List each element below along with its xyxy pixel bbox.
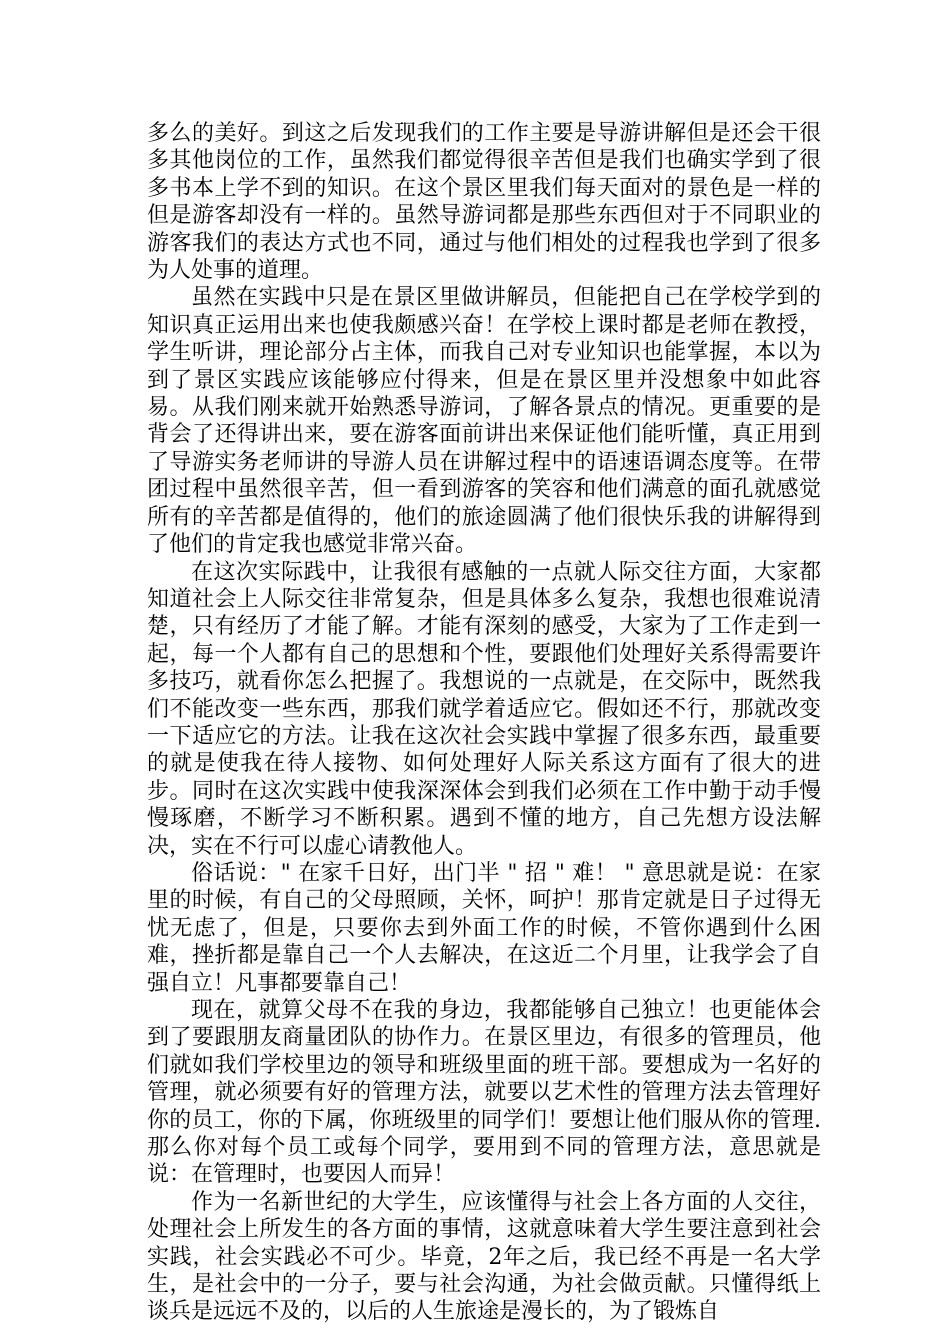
paragraph: 在这次实际践中，让我很有感触的一点就人际交往方面，大家都知道社会上人际交往非常复杂，但是具体多么复杂，我想也很难说清楚，只有经历了才能了解。才能有深刻的感受，大家为了工作走到一起，每一个人都有自己的思想和个性，要跟他们处理好关系得需要许多技巧，就看你怎么把握了。我想说的一点就是，在交际中，既然我们不能改变一些东西，那我们就学着适应它。假如还不行，那就改变一下适应它的方法。让我在这次社会实践中掌握了很多东西，最重要的就是使我在待人接物、如何处理好人际关系这方面有了很大的进步。同时在这次实践中使我深深体会到我们必须在工作中勤于动手慢慢琢磨，不断学习不断积累。遇到不懂的地方，自己先想方设法解决，实在不行可以虚心请教他人。 xyxy=(147,559,821,859)
paragraph: 作为一名新世纪的大学生，应该懂得与社会上各方面的人交往，处理社会上所发生的各方面的事情，这就意味着大学生要注意到社会实践，社会实践必不可少。毕竟，2年之后，我已经不再是一名大学生，是社会中的一分子，要与社会沟通，为社会做贡献。只懂得纸上谈兵是远远不及的，以后的人生旅途是漫长的，为了锻炼自 xyxy=(147,1189,821,1325)
paragraph: 多么的美好。到这之后发现我们的工作主要是导游讲解但是还会干很多其他岗位的工作，虽然我们都觉得很辛苦但是我们也确实学到了很多书本上学不到的知识。在这个景区里我们每天面对的景色是一样的但是游客却没有一样的。虽然导游词都是那些东西但对于不同职业的游客我们的表达方式也不同，通过与他们相处的过程我也学到了很多为人处事的道理。 xyxy=(147,121,821,284)
paragraph: 现在，就算父母不在我的身边，我都能够自己独立！也更能体会到了要跟朋友商量团队的协作力。在景区里边，有很多的管理员，他们就如我们学校里边的领导和班级里面的班干部。要想成为一名好的管理，就必须要有好的管理方法，就要以艺术性的管理方法去管理好你的员工，你的下属，你班级里的同学们！要想让他们服从你的管理.那么你对每个员工或每个同学，要用到不同的管理方法，意思就是说：在管理时，也要因人而异！ xyxy=(147,998,821,1188)
paragraph: 俗话说：" 在家千日好，出门半 " 招 " 难！ " 意思就是说：在家里的时候，有自己的父母照顾，关怀，呵护！那肯定就是日子过得无忧无虑了，但是，只要你去到外面工作的时候，不管你遇到什么困难，挫折都是靠自己一个人去解决，在这近二个月里，让我学会了自强自立！凡事都要靠自己！ xyxy=(147,860,821,996)
document-body xyxy=(147,120,821,1326)
paragraph: 虽然在实践中只是在景区里做讲解员，但能把自己在学校学到的知识真正运用出来也使我颇感兴奋！在学校上课时都是老师在教授，学生听讲，理论部分占主体，而我自己对专业知识也能掌握，本以为到了景区实践应该能够应付得来，但是在景区里并没想象中如此容易。从我们刚来就开始熟悉导游词，了解各景点的情况。更重要的是背会了还得讲出来，要在游客面前讲出来保证他们能听懂，真正用到了导游实务老师讲的导游人员在讲解过程中的语速语调态度等。在带团过程中虽然很辛苦，但一看到游客的笑容和他们满意的面孔就感觉所有的辛苦都是值得的，他们的旅途圆满了他们很快乐我的讲解得到了他们的肯定我也感觉非常兴奋。 xyxy=(147,285,821,558)
